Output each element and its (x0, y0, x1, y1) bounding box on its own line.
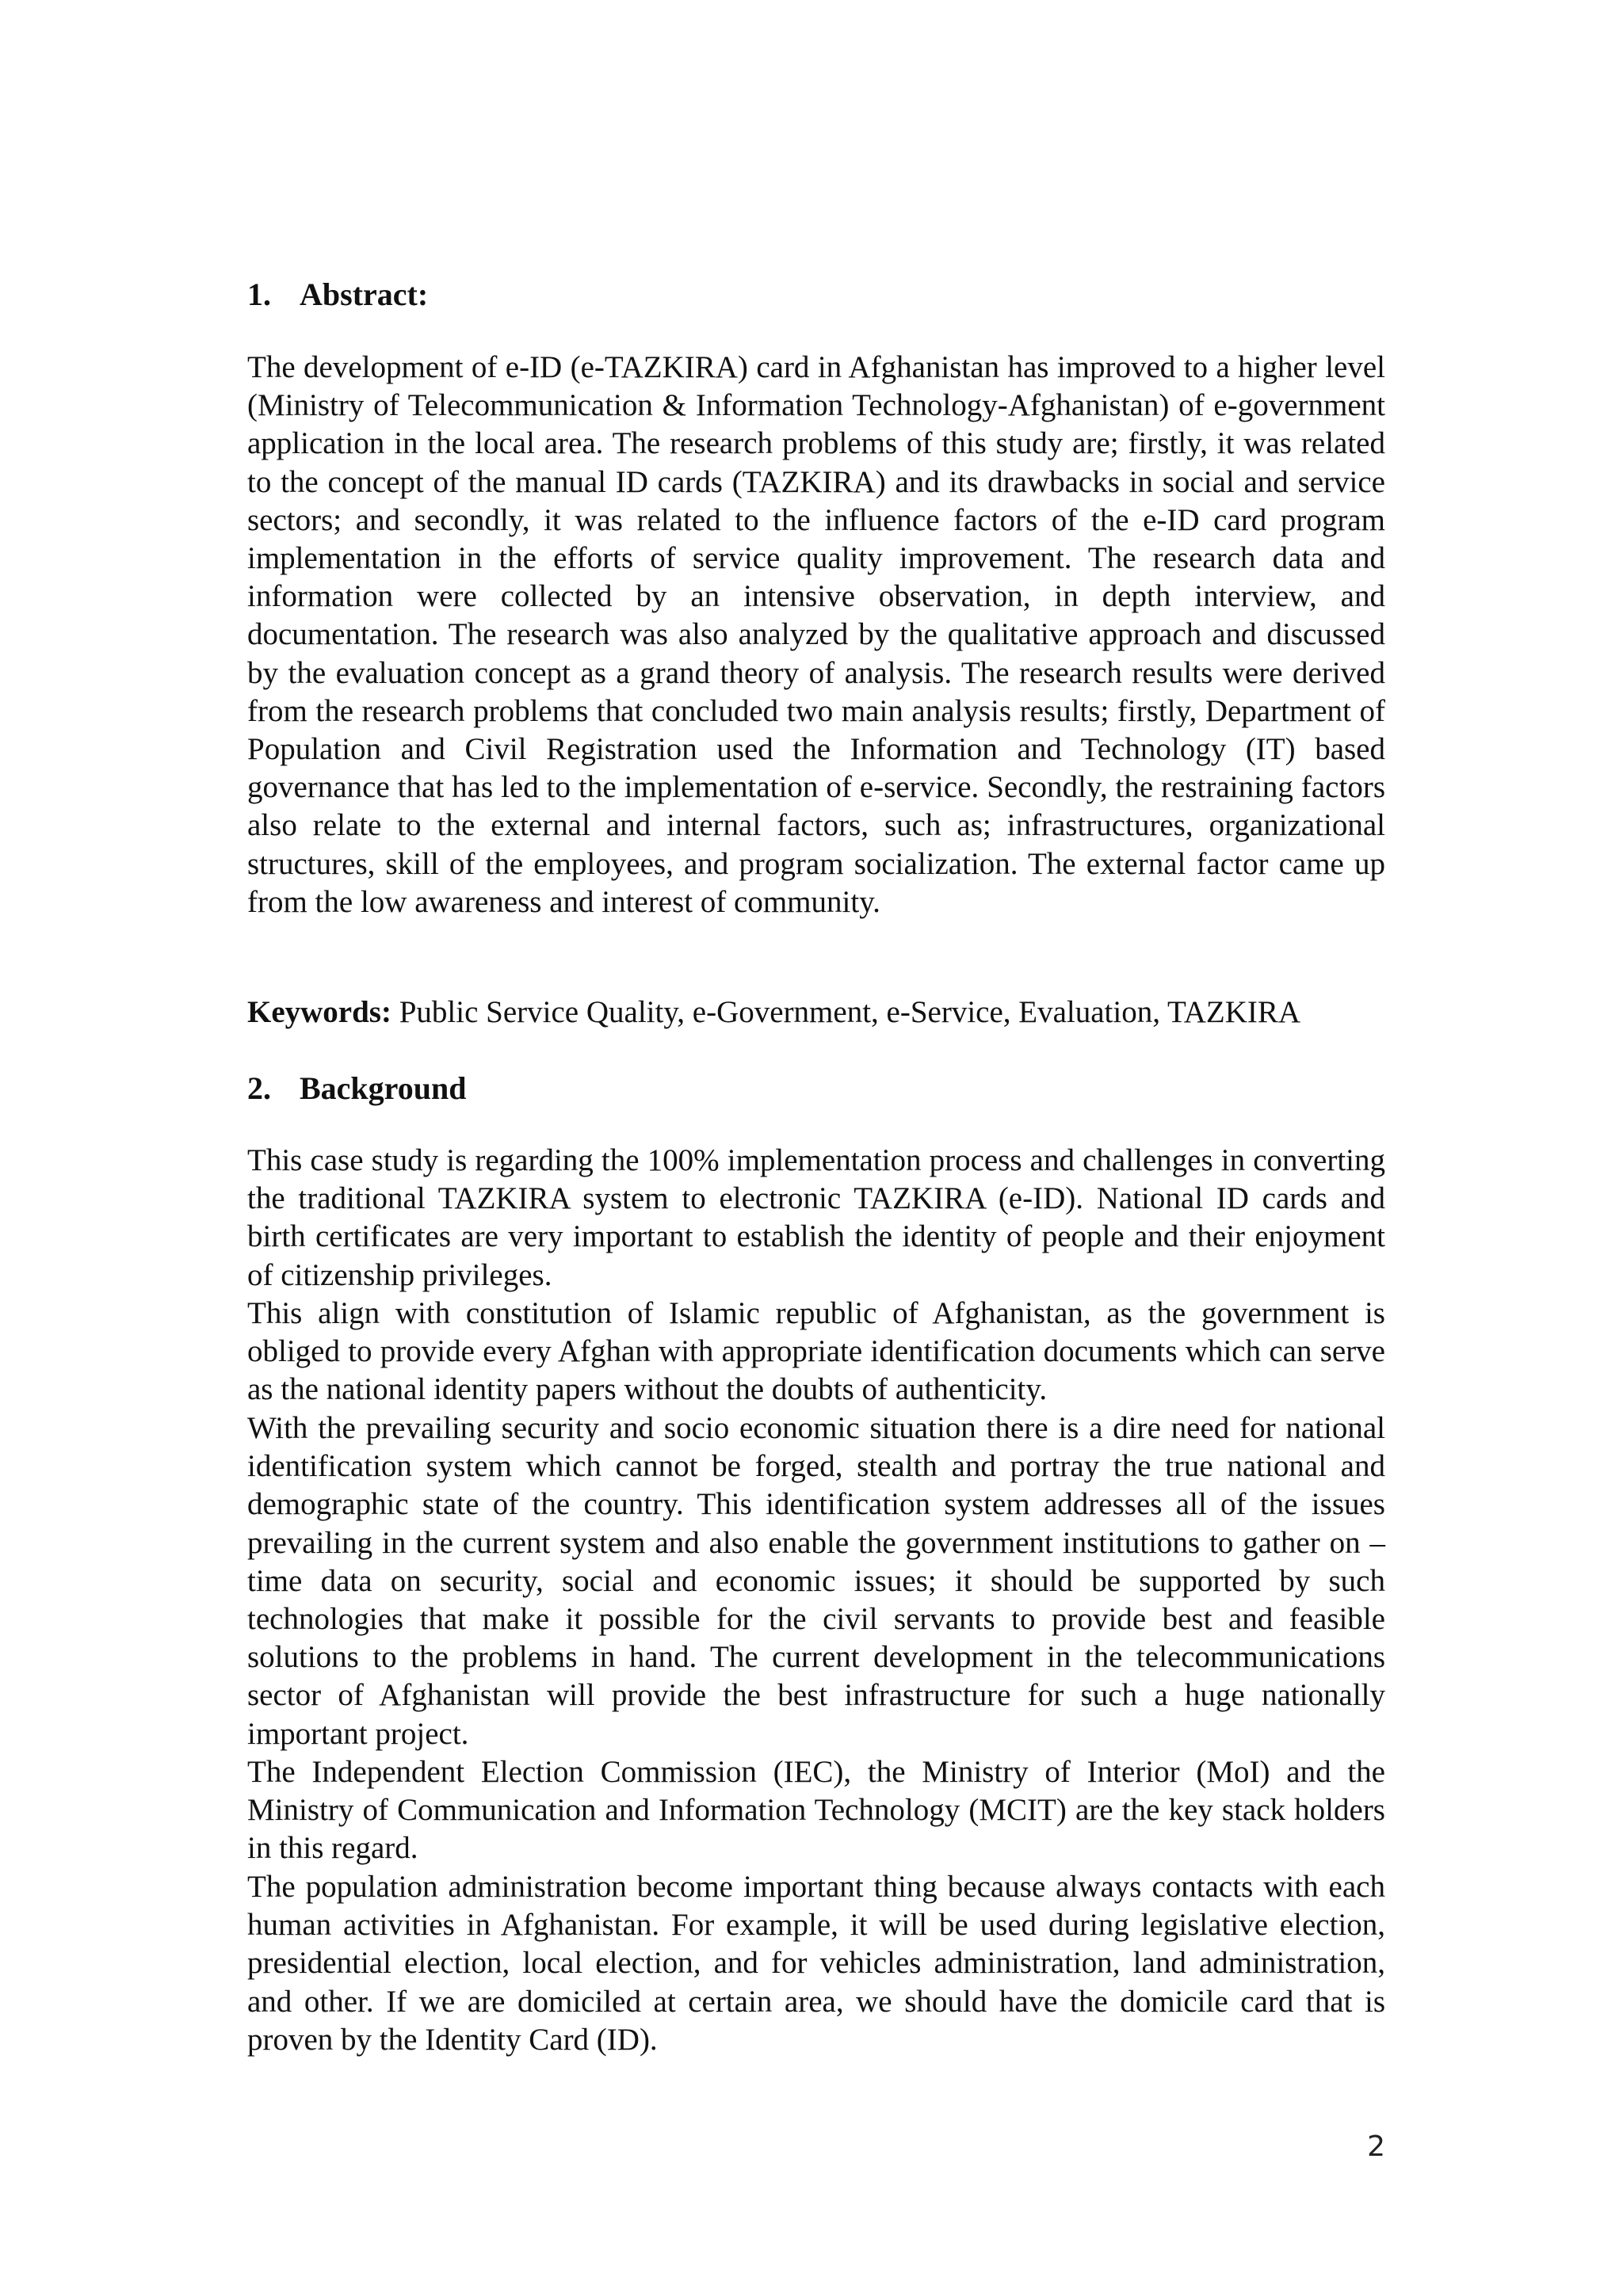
section-title: Abstract: (300, 277, 429, 312)
section-heading-background (247, 1070, 466, 1108)
section-heading-abstract (247, 276, 428, 314)
section-number: 1. (247, 277, 271, 312)
section-title: Background (300, 1070, 467, 1106)
keywords-label: Keywords: (247, 995, 391, 1029)
page-number: 2 (1367, 2130, 1385, 2163)
background-paragraph: The population administration become important thing because always contacts with each human activities in Afghanistan. For example, it will be used during legislative election, presidential election, local election, and for vehicles administration, land administration, and other. If we are domiciled at certain area, we should have the domicile card that is proven by the Identity Card (ID). (247, 1870, 1385, 2057)
keywords-line (247, 994, 1385, 1032)
background-paragraph: With the prevailing security and socio economic situation there is a dire need for national identification system which cannot be forged, stealth and portray the true national and demographic state of the country. This identification system addresses all of the issues prevailing in the current system and also enable the government institutions to gather on – time data on security, social and economic issues; it should be supported by such technologies that make it possible for the civil servants to provide best and feasible solutions to the problems in hand. The current development in the telecommunications sector of Afghanistan will provide the best infrastructure for such a huge nationally important project. (247, 1411, 1385, 1751)
section-number: 2. (247, 1070, 271, 1106)
background-paragraph: This align with constitution of Islamic republic of Afghanistan, as the government is obliged to provide every Afghan with appropriate identification documents which can serve as the national identity papers without the doubts of authenticity. (247, 1296, 1385, 1407)
abstract-paragraph: The development of e-ID (e-TAZKIRA) card in Afghanistan has improved to a higher level (Ministry of Telecommunication & Information Technology-Afghanistan) of e-government application in the local area. The research problems of this study are; firstly, it was related to the concept of the manual ID cards (TAZKIRA) and its drawbacks in social and service sectors; and secondly, it was related to the influence factors of the e-ID card program implementation in the efforts of service quality improvement. The research data and information were collected by an intensive observation, in depth interview, and documentation. The research was also analyzed by the qualitative approach and discussed by the evaluation concept as a grand theory of analysis. The research results were derived from the research problems that concluded two main analysis results; firstly, Department of Population and Civil Registration used the Information and Technology (IT) based governance that has led to the implementation of e-service. Secondly, the restraining factors also relate to the external and internal factors, such as; infrastructures, organizational structures, skill of the employees, and program socialization. The external factor came up from the low awareness and interest of community. (247, 350, 1385, 919)
background-paragraph: The Independent Election Commission (IEC), the Ministry of Interior (MoI) and the Ministry of Communication and Information Technology (MCIT) are the key stack holders in this regard. (247, 1755, 1385, 1866)
background-paragraph: This case study is regarding the 100% implementation process and challenges in converting the traditional TAZKIRA system to electronic TAZKIRA (e-ID). National ID cards and birth certificates are very important to establish the identity of people and their enjoyment of citizenship privileges. (247, 1143, 1385, 1292)
keywords-text: Public Service Quality, e-Government, e-Service, Evaluation, TAZKIRA (391, 995, 1301, 1029)
